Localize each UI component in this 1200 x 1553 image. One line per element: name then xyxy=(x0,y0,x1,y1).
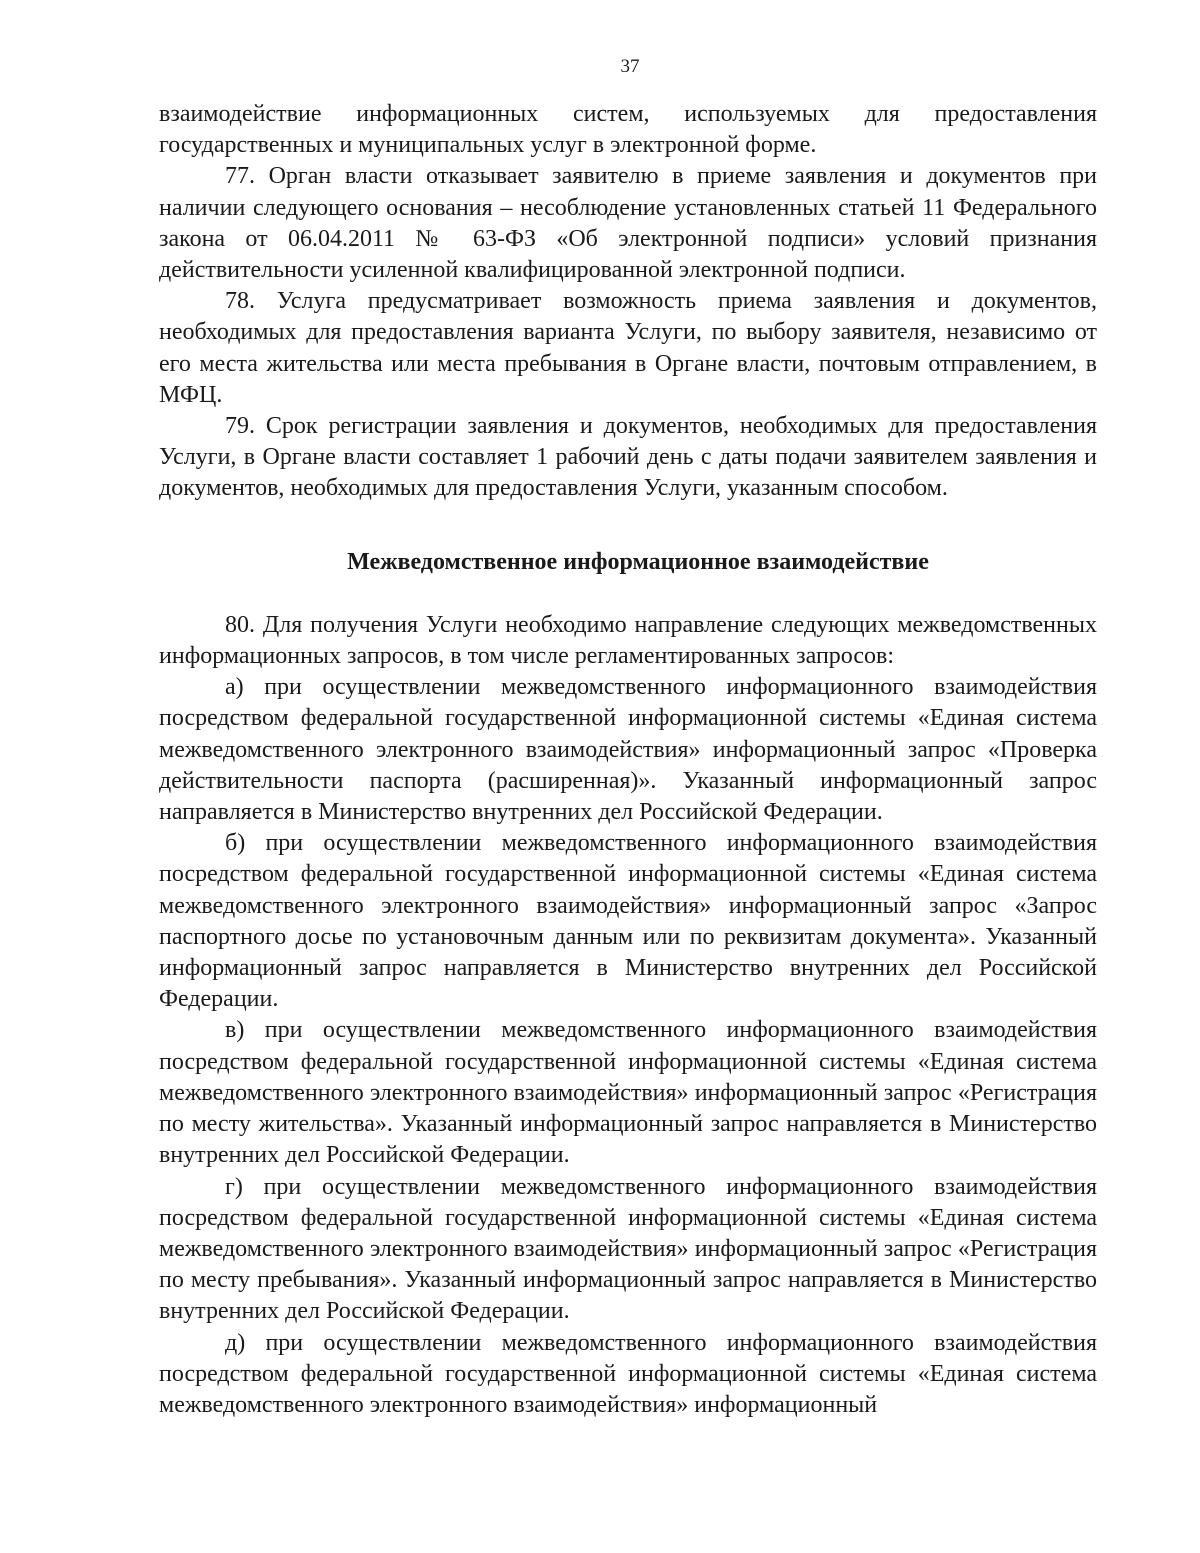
paragraph-80: 80. Для получения Услуги необходимо направление следующих межведомственных информационных запросов, в том числе регламентированных запросов: xyxy=(159,611,1097,670)
paragraph-continuation: взаимодействие информационных систем, используемых для предоставления государственных и муниципальных услуг в электронной форме. xyxy=(159,101,1097,159)
paragraph-80-b: б) при осуществлении межведомственного информационного взаимодействия посредством федеральной государственной информационной системы «Единая система межведомственного электронного взаимодействия» информационный запрос «Запрос паспортного досье по установочным данным или по реквизитам документа». Указанный информационный запрос направляется в Министерство внутренних дел Российской Федерации. xyxy=(159,830,1097,1013)
page-number: 37 xyxy=(620,56,640,77)
paragraph-80-v: в) при осуществлении межведомственного информационного взаимодействия посредством федеральной государственной информационной системы «Единая система межведомственного электронного взаимодействия» информационный запрос «Регистрация по месту жительства». Указанный информационный запрос направляется в Министерство внутренних дел Российской Федерации. xyxy=(159,1017,1097,1169)
document-body xyxy=(159,99,1097,1421)
paragraph-78: 78. Услуга предусматривает возможность приема заявления и документов, необходимых для предоставления варианта Услуги, по выбору заявителя, независимо от его места жительства или места пребывания в Органе власти, почтовым отправлением, в МФЦ. xyxy=(159,288,1097,408)
paragraph-80-a: а) при осуществлении межведомственного информационного взаимодействия посредством федеральной государственной информационной системы «Единая система межведомственного электронного взаимодействия» информационный запрос «Проверка действительности паспорта (расширенная)». Указанный информационный запрос направляется в Министерство внутренних дел Российской Федерации. xyxy=(159,674,1097,826)
paragraph-77: 77. Орган власти отказывает заявителю в приеме заявления и документов при наличии следующего основания – несоблюдение установленных статьей 11 Федерального закона от 06.04.2011 № 63-ФЗ «Об электронной подписи» условий признания действительности усиленной квалифицированной электронной подписи. xyxy=(159,163,1097,284)
paragraph-80-d: д) при осуществлении межведомственного информационного взаимодействия посредством федеральной государственной информационной системы «Единая система межведомственного электронного взаимодействия» информационный xyxy=(159,1329,1097,1418)
section-heading: Межведомственное информационное взаимодействие xyxy=(347,548,929,575)
paragraph-79: 79. Срок регистрации заявления и документов, необходимых для предоставления Услуги, в Органе власти составляет 1 рабочий день с даты подачи заявителем заявления и документов, необходимых для предоставления Услуги, указанным способом. xyxy=(159,413,1097,502)
paragraph-80-g: г) при осуществлении межведомственного информационного взаимодействия посредством федеральной государственной информационной системы «Единая система межведомственного электронного взаимодействия» информационный запрос «Регистрация по месту пребывания». Указанный информационный запрос направляется в Министерство внутренних дел Российской Федерации. xyxy=(159,1173,1097,1325)
